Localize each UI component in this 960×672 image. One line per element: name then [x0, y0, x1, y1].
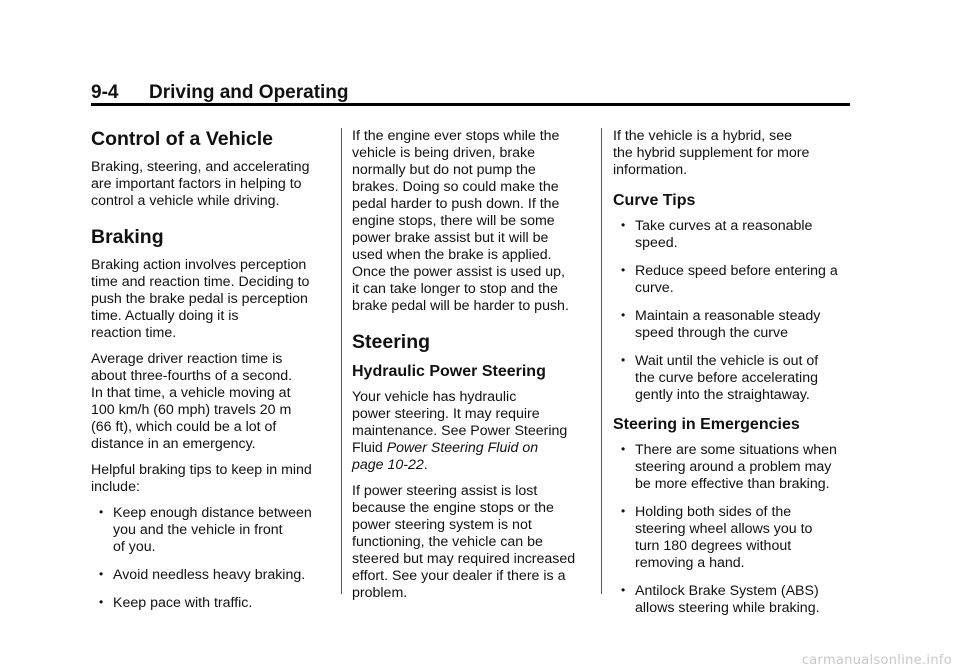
- heading-steering: Steering: [352, 331, 431, 353]
- cross-reference-link[interactable]: Power Steering Fluid on page 10-22: [352, 440, 539, 473]
- column-2: [352, 128, 592, 611]
- braking-tips-list: [91, 505, 331, 612]
- bullet-icon: •: [621, 504, 626, 518]
- column-divider: [601, 128, 602, 594]
- paragraph: If the vehicle is a hybrid, see the hybrid supplement for more information.: [613, 128, 810, 178]
- paragraph: Your vehicle has hydraulic power steering. It may require maintenance. See Power Steering Fluid Power Steering Fluid on page 10-22.: [352, 389, 568, 473]
- bullet-icon: •: [621, 353, 626, 367]
- list-item: • Avoid needless heavy braking.: [99, 567, 306, 583]
- bullet-icon: •: [99, 505, 104, 519]
- paragraph: If power steering assist is lost because the engine stops or the power steering system is not functioning, the vehicle can be steered but may required increased effort. See your dealer if there is a problem.: [352, 483, 576, 601]
- list-item: • Reduce speed before entering a curve.: [621, 263, 838, 296]
- bullet-icon: •: [99, 567, 104, 581]
- bullet-icon: •: [621, 218, 626, 232]
- watermark: carmanualsonline.info: [801, 653, 952, 668]
- bullet-icon: •: [621, 583, 626, 597]
- list-item: • Take curves at a reasonable speed.: [621, 218, 813, 251]
- heading-curve-tips: Curve Tips: [613, 192, 696, 209]
- list-item: • There are some situations when steering around a problem may be more effective than braking.: [621, 442, 837, 492]
- bullet-icon: •: [621, 442, 626, 456]
- paragraph: Braking action involves perception time and reaction time. Deciding to push the brake pedal is perception time. Actually doing it is reaction time.: [91, 257, 310, 341]
- column-1: [91, 128, 331, 623]
- bullet-icon: •: [621, 263, 626, 277]
- page-header: [91, 82, 850, 106]
- heading-steering-in-emergencies: Steering in Emergencies: [613, 416, 800, 433]
- paragraph: Braking, steering, and accelerating are important factors in helping to control a vehicle while driving.: [91, 159, 310, 209]
- list-item: • Holding both sides of the steering wheel allows you to turn 180 degrees without removing a hand.: [621, 504, 813, 571]
- bullet-icon: •: [99, 595, 104, 609]
- list-item: • Antilock Brake System (ABS) allows steering while braking.: [621, 583, 820, 616]
- section-title: Driving and Operating: [149, 82, 349, 103]
- list-item: • Keep enough distance between you and the vehicle in front of you.: [99, 505, 312, 555]
- heading-hydraulic-power-steering: Hydraulic Power Steering: [352, 363, 546, 380]
- paragraph: If the engine ever stops while the vehicle is being driven, brake normally but do not pump the brakes. Doing so could make the pedal harder to push down. If the engine stops, there will be some power brake assist but it will be used when the brake is applied. Once the power assist is used up, it can take longer to stop and the brake pedal will be harder to push.: [352, 128, 569, 314]
- heading-control-of-vehicle: Control of a Vehicle: [91, 128, 274, 150]
- column-3: [613, 128, 853, 628]
- list-item: • Keep pace with traffic.: [99, 595, 253, 611]
- list-item: • Maintain a reasonable steady speed through the curve: [621, 308, 821, 341]
- paragraph: Average driver reaction time is about three-fourths of a second. In that time, a vehicle moving at 100 km/h (60 mph) travels 20 m (66 ft), which could be a lot of distance in an emergency.: [91, 351, 293, 452]
- heading-braking: Braking: [91, 226, 164, 248]
- column-divider: [341, 128, 342, 594]
- emergency-steering-list: [613, 442, 853, 617]
- curve-tips-list: [613, 218, 853, 404]
- paragraph: Helpful braking tips to keep in mind include:: [91, 462, 312, 495]
- page-number: 9-4: [91, 82, 119, 103]
- list-item: • Wait until the vehicle is out of the curve before accelerating gently into the straightaway.: [621, 353, 819, 403]
- bullet-icon: •: [621, 308, 626, 322]
